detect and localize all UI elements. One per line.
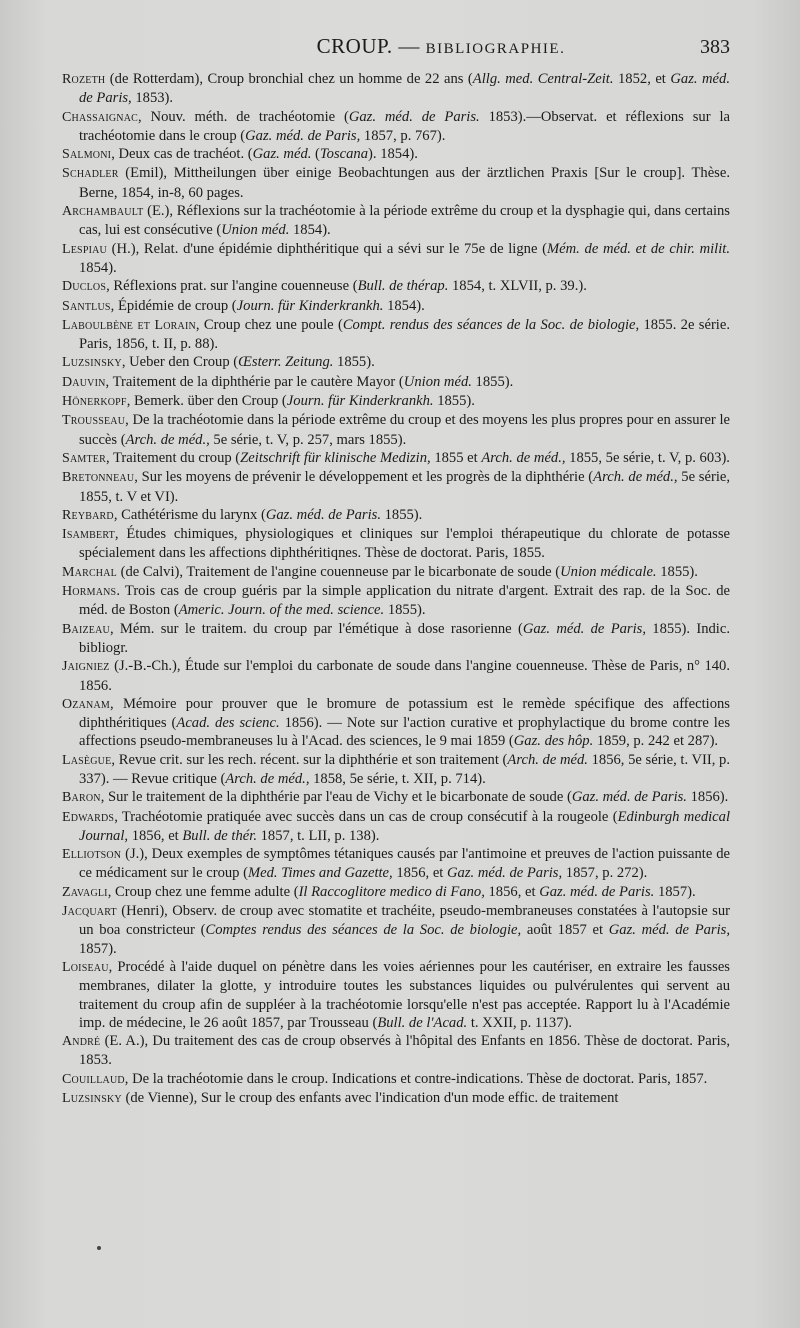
entry-text: 1859, p. 242 et 287). (593, 733, 719, 750)
entry-text: , Trachéotomie pratiquée avec succès dans un cas de croup consécutif à la rougeole ( (114, 808, 618, 825)
entry-text: , Études chimiques, physiologiques et cliniques sur l'emploi thérapeutique du chlorate de potasse spécialement dans les affections diphthéritiqnes. Thèse de doctorat. Paris, 1855. (79, 526, 730, 562)
bibliography-entry (62, 164, 730, 202)
page-number: 383 (699, 36, 730, 58)
entry-text: 1855). (380, 506, 423, 523)
entry-text: 1854, t. XLVII, p. 39.). (448, 278, 587, 295)
header-subtitle: BIBLIOGRAPHIE. (425, 41, 566, 57)
entry-text: (J.-B.-Ch.), Étude sur l'emploi du carbonate de soude dans l'angine couenneuse. Thèse de Paris, n° 140. 1856. (79, 658, 730, 694)
entry-citation: Comptes rendus des séances de la Soc. de biologie, (205, 922, 522, 939)
entry-author: Santlus (62, 298, 111, 314)
ink-dot (97, 1246, 101, 1250)
entry-text: , Revue crit. sur les rech. récent. sur la diphthérie et son traitement ( (111, 751, 508, 768)
entry-text: (E.), Réflexions sur la trachéotomie à la période extrême du croup et la dysphagie qui, dans certains cas, lui est consécutive ( (79, 203, 730, 239)
entry-text: 1857, t. LII, p. 138). (256, 827, 380, 844)
bibliography-entry (62, 108, 730, 146)
entry-text: 1855). (471, 373, 514, 390)
entry-text: (de Rotterdam), Croup bronchial chez un homme de 22 ans ( (105, 71, 473, 87)
entry-text: , De la trachéotomie dans la période extrême du croup et des moyens les plus propres pour en assurer le succès ( (79, 412, 730, 448)
entry-text: 1857). (79, 940, 117, 957)
entry-text: , Réflexions prat. sur l'angine couenneuse ( (106, 278, 358, 295)
entry-citation: Gaz. méd. de Paris. (348, 108, 480, 125)
entry-author: Isambert (62, 527, 115, 543)
entry-text: 1858, 5e série, t. XII, p. 714). (309, 770, 486, 787)
entry-text: 1855). (433, 393, 475, 410)
entry-citation: Arch. de méd., (481, 449, 566, 466)
entry-citation: Gaz. méd. de Paris. (571, 789, 687, 806)
running-header (62, 34, 730, 62)
entry-text: 1852, et (613, 71, 671, 87)
entry-text: 1855, 5e série, t. V, p. 603). (565, 449, 730, 466)
entry-citation: Med. Times and Gazette, (247, 865, 393, 882)
bibliography-entry (62, 392, 730, 411)
entry-author: Lasègue (62, 752, 112, 768)
entry-text: 1856, et (392, 865, 448, 882)
entry-author: Elliotson (62, 847, 122, 863)
entry-citation: Arch. de méd., (125, 431, 210, 448)
entry-text: (Emil), Mittheilungen über einige Beobachtungen aus der ärztlichen Praxis [Sur le croup]. Thèse. Berne, 1854, in-8, 60 pages. (79, 165, 730, 201)
entry-text: 1857). (654, 883, 696, 900)
bibliography-entry (62, 449, 730, 468)
entry-text: , Épidémie de croup ( (110, 297, 237, 314)
entry-text: 1855). Indic. bibliogr. (79, 620, 730, 656)
entry-text: 1855. 2e série. Paris, 1856, t. II, p. 88). (79, 316, 730, 353)
entry-text: ( (311, 146, 320, 163)
entry-author: Rozeth (62, 72, 106, 87)
bibliography-entry (62, 902, 730, 958)
header-dash: — (398, 34, 420, 58)
entry-citation: Gaz. méd. (252, 146, 312, 163)
entry-citation: Arch. de méd., (593, 469, 678, 486)
entry-text: ). 1854). (368, 146, 418, 163)
entry-author: Hönerkopf (62, 394, 127, 410)
entry-text: (E. A.), Du traitement des cas de croup observés à l'hôpital des Enfants en 1856. Thèse de doctorat. Paris, 1853. (79, 1033, 730, 1069)
entry-text: 5e série, t. V, p. 257, mars 1855). (209, 431, 407, 448)
entry-citation: Il Raccoglitore medico di Fano, (298, 883, 485, 900)
entry-author: Duclos (62, 279, 107, 295)
entry-author: Marchal (62, 564, 117, 580)
entry-author: Luzsinsky (62, 355, 122, 371)
bibliography-entry (62, 883, 730, 902)
entry-author: Jaigniez (62, 659, 110, 675)
entry-author: Ozanam (62, 696, 110, 712)
entry-text: , Traitement du croup ( (106, 449, 241, 466)
entry-author: Loiseau (62, 959, 109, 975)
entry-author: Luzsinsky (62, 1091, 122, 1107)
bibliography-entry (62, 657, 730, 695)
entry-citation: Mém. de méd. et de chir. milit. (547, 240, 730, 257)
entry-text: 1856). — Note sur l'action curative et prophylactique du brome contre les affections pseudo-membraneuses lu à l'Acad. des sciences, le 9 mai 1859 ( (79, 715, 731, 750)
bibliography-entry (62, 1032, 730, 1070)
entry-citation: Gaz. des hôp. (513, 733, 594, 750)
bibliography-entry (62, 695, 730, 751)
bibliography-entry (62, 468, 730, 506)
entry-citation: Edinburgh medical Journal, (79, 808, 730, 844)
entry-text: 1857, p. 767). (360, 127, 446, 144)
entry-citation: Toscana (319, 146, 369, 163)
entry-citation: Gaz. méd. de Paris, (608, 922, 730, 939)
bibliography-entry (62, 958, 730, 1032)
entry-text: 1855 et (430, 449, 482, 466)
bibliography-entry (62, 845, 730, 883)
entry-text: , Traitement de la diphthérie par le cautère Mayor ( (105, 373, 404, 390)
bibliography-entry (62, 525, 730, 563)
entry-text: , Ueber den Croup ( (121, 354, 239, 371)
bibliography-list (62, 70, 730, 1108)
entry-author: Dauvin (62, 374, 106, 390)
entry-citation: Acad. des scienc. (176, 715, 280, 732)
entry-author: Chassaignac (62, 109, 138, 125)
entry-citation: Americ. Journ. of the med. science. (178, 602, 385, 619)
entry-text: 1853). (131, 90, 174, 107)
entry-author: André (62, 1034, 101, 1050)
bibliography-entry (62, 373, 730, 392)
entry-citation: Œsterr. Zeitung. (238, 354, 334, 371)
entry-text: , De la trachéotomie dans le croup. Indications et contre-indications. Thèse de doctorat. Paris, 1857. (124, 1070, 708, 1087)
entry-text: , Mémoire pour prouver que le bromure de potassium est le remède spécifique des affections diphthéritiques ( (79, 695, 730, 732)
entry-author: Laboulbène et Lorain (62, 317, 196, 333)
entry-text: , Sur les moyens de prévenir le développement et les progrès de la diphthérie ( (134, 469, 594, 486)
entry-author: Edwards (62, 809, 115, 825)
entry-text: 1856, 5e série, t. VII, p. 337). — Revue critique ( (79, 751, 730, 787)
entry-author: Zavagli (62, 884, 108, 900)
bibliography-entry (62, 202, 730, 240)
entry-citation: Allg. med. Central-Zeit. (472, 71, 614, 87)
entry-citation: Gaz. méd. de Paris. (265, 506, 381, 523)
entry-citation: Union médicale. (560, 563, 657, 580)
entry-citation: Gaz. méd. de Paris, (245, 127, 361, 144)
entry-author: Salmoni (62, 147, 112, 163)
entry-author: Reybard (62, 507, 114, 523)
bibliography-entry (62, 145, 730, 164)
entry-text: , Procédé à l'aide duquel on pénètre dans les voies aériennes pour les cautériser, en extraire les fausses membranes, dilater la glotte, y introduire toutes les substances liquides ou pulvérulentes qui servent au traitement du croup afin de suppléer à la trachéotomie lorsqu'elle n'est pas acceptée. Rapport lu à l'Académie imp. de médecine, le 26 août 1857, par Trousseau ( (79, 958, 730, 1031)
entry-text: 1855). (384, 602, 426, 619)
bibliography-entry (62, 353, 730, 372)
bibliography-entry (62, 70, 730, 108)
entry-text: (de Calvi), Traitement de l'angine couenneuse par le bicarbonate de soude ( (116, 563, 561, 580)
bibliography-entry (62, 506, 730, 525)
entry-text: , Nouv. méth. de trachéotomie ( (138, 108, 349, 125)
entry-text: 1854). (79, 259, 117, 276)
entry-text: 1853).—Observat. et réflexions sur la trachéotomie dans le croup ( (79, 108, 730, 144)
bibliography-entry (62, 808, 730, 846)
entry-citation: Gaz. méd. de Paris. (539, 883, 655, 900)
entry-author: Couillaud (62, 1071, 125, 1087)
entry-text: . Trois cas de croup guéris par la simple application du nitrate d'argent. Extrait des rap. de la Soc. de méd. de Boston ( (79, 583, 730, 619)
entry-citation: Bull. de thérap. (357, 278, 449, 295)
entry-citation: Journ. für Kinderkrankh. (286, 393, 434, 410)
entry-author: Bretonneau (62, 470, 135, 486)
entry-text: , Croup chez une poule ( (195, 316, 343, 333)
entry-author: Trousseau (62, 413, 126, 429)
header-title: CROUP. (316, 34, 393, 58)
entry-text: 1854). (383, 297, 425, 314)
entry-author: Baizeau (62, 621, 110, 637)
entry-citation: Gaz. méd. de Paris, (79, 71, 730, 107)
entry-text: 1856). (686, 789, 729, 806)
entry-author: Hormans (62, 584, 117, 600)
entry-citation: Bull. de l'Acad. (377, 1014, 468, 1031)
entry-text: août 1857 et (521, 922, 609, 939)
entry-text: , Croup chez une femme adulte ( (107, 883, 299, 900)
entry-citation: Union méd. (221, 222, 290, 239)
entry-citation: Bull. de thér. (182, 827, 257, 844)
entry-author: Samter (62, 450, 106, 466)
entry-author: Schadler (62, 166, 119, 182)
entry-text: , Cathétérisme du larynx ( (113, 506, 266, 523)
running-title (317, 34, 566, 59)
entry-citation: Arch. de méd. (507, 751, 588, 768)
bibliography-entry (62, 277, 730, 296)
bibliography-entry (62, 1089, 730, 1108)
bibliography-entry (62, 582, 730, 620)
entry-text: , Bemerk. über den Croup ( (126, 393, 287, 410)
bibliography-entry (62, 240, 730, 278)
bibliography-entry (62, 620, 730, 658)
entry-citation: Journ. für Kinderkrankh. (236, 297, 384, 314)
bibliography-entry (62, 1070, 730, 1089)
entry-text: 1855). (656, 563, 698, 580)
entry-author: Jacquart (62, 904, 117, 920)
bibliography-entry (62, 788, 730, 807)
entry-text: , Deux cas de trachéot. ( (111, 146, 253, 163)
entry-text: 1854). (289, 222, 331, 239)
entry-text: 1856, et (484, 883, 540, 900)
entry-citation: Union méd. (403, 373, 472, 390)
entry-author: Baron (62, 790, 101, 806)
entry-author: Lespiau (62, 241, 107, 257)
entry-citation: Arch. de méd., (225, 770, 310, 787)
bibliography-entry (62, 316, 730, 354)
entry-text: , Mém. sur le traitem. du croup par l'émétique à dose rasorienne ( (109, 620, 523, 637)
bibliography-entry (62, 563, 730, 582)
bibliography-entry (62, 751, 730, 789)
bibliography-entry (62, 411, 730, 449)
entry-citation: Gaz. méd. de Paris, (522, 620, 646, 637)
entry-text: 1855). (333, 354, 375, 371)
entry-text: 5e série, 1855, t. V et VI). (79, 469, 730, 505)
entry-citation: Zeitschrift für klinische Medizin, (240, 449, 431, 466)
entry-text: , Sur le traitement de la diphthérie par l'eau de Vichy et le bicarbonate de soude ( (100, 789, 572, 806)
entry-text: (J.), Deux exemples de symptômes tétaniques causés par l'antimoine et preuves de l'action puissante de ce médicament sur le croup ( (79, 846, 730, 882)
entry-citation: Gaz. méd. de Paris, (447, 865, 563, 882)
entry-text: (H.), Relat. d'une épidémie diphthéritique qui a sévi sur le 75e de ligne ( (106, 240, 547, 257)
entry-text: 1856, et (128, 827, 183, 844)
entry-author: Archambault (62, 204, 144, 220)
entry-text: (de Vienne), Sur le croup des enfants avec l'indication d'un mode effic. de traitement (121, 1090, 619, 1107)
entry-citation: Compt. rendus des séances de la Soc. de biologie, (342, 316, 640, 333)
entry-text: 1857, p. 272). (562, 865, 648, 882)
entry-text: (Henri), Observ. de croup avec stomatite et trachéite, pseudo-membraneuses constatées à l'autopsie sur un boa constricteur ( (79, 903, 730, 939)
entry-text: t. XXII, p. 1137). (467, 1014, 573, 1031)
bibliography-entry (62, 297, 730, 316)
